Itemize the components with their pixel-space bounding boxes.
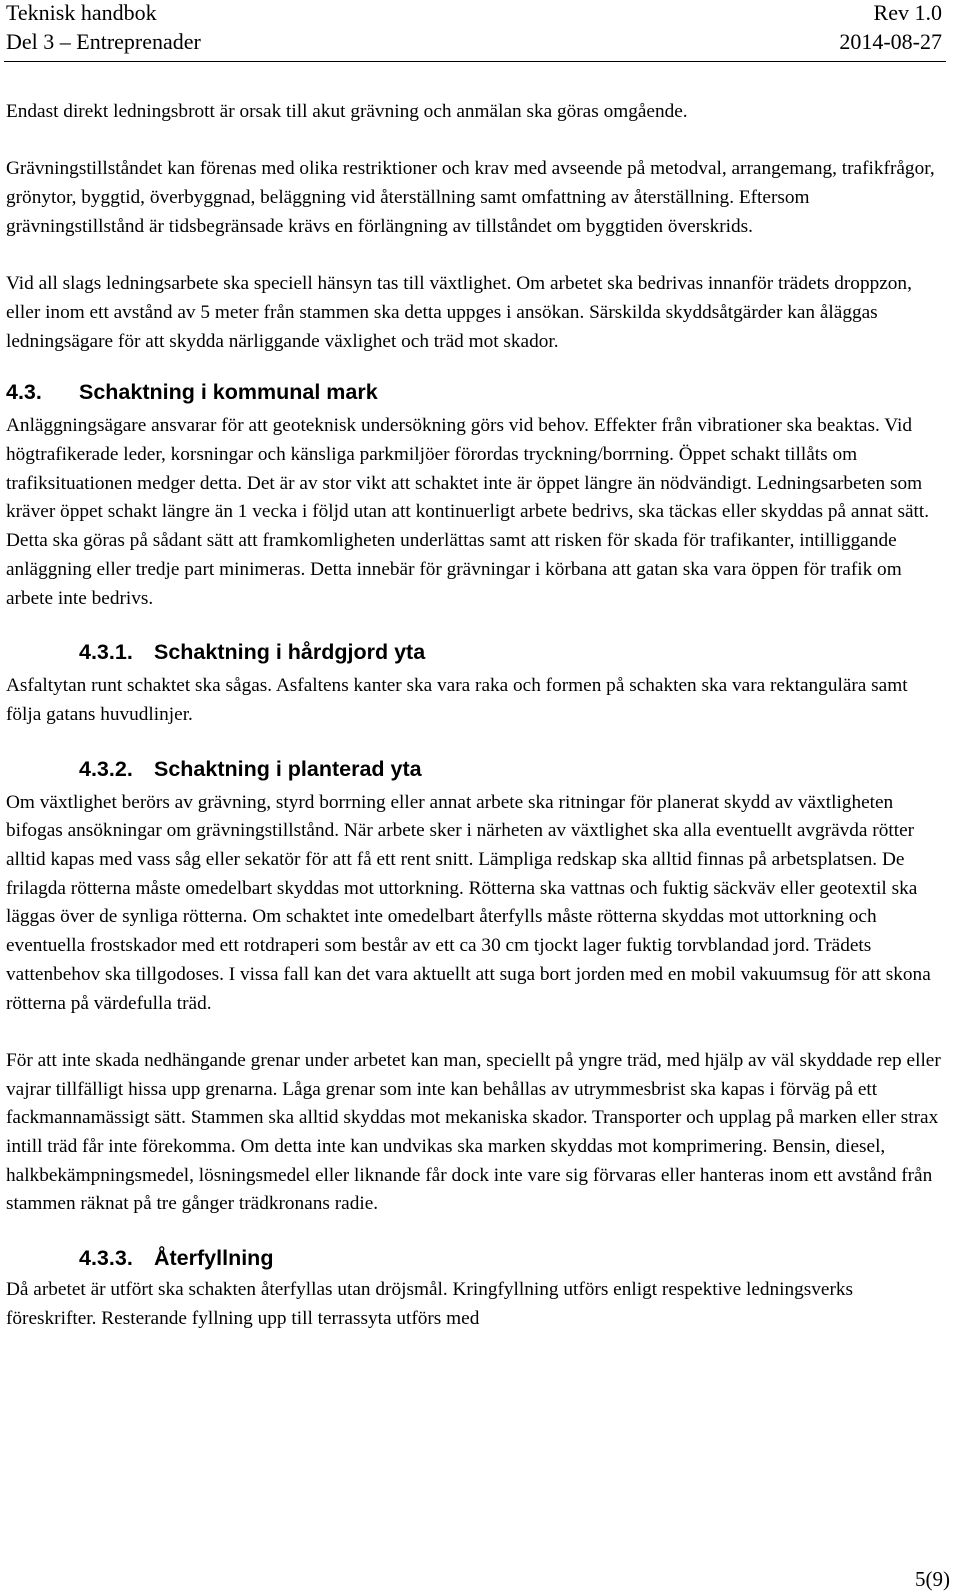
heading-title: Återfyllning [154, 1246, 274, 1271]
paragraph-planted-surface: Om växtlighet berörs av grävning, styrd borrning eller annat arbete ska ritningar för planerat skydd av växtligheten bifogas ansökningar om grävningstillstånd. När arbete sker i närheten av växtlighet ska alla eventuellt avgrävda rötter alltid kapas med vass såg eller sekatör för att få ett rent snitt. Lämpliga redskap ska alltid finnas på arbetsplatsen. De frilagda rötterna måste omedelbart skyddas mot uttorkning. Rötterna ska vattnas och fuktig säckväv eller geotextil ska läggas över de synliga rötterna. Om schaktet inte omedelbart återfylls måste rötterna skyddas mot uttorkning och eventuella frostskador med ett rotdraperi som består av ett ca 30 cm tjockt lager fuktig torvblandad jord. Trädets vattenbehov ska tillgodoses. I vissa fall kan det vara aktuellt att suga bort jorden med en mobil vakuumsug för att skona rötterna på värdefulla träd. [6, 791, 931, 1014]
page-number: 5(9) [915, 1567, 950, 1591]
heading-title: Schaktning i hårdgjord yta [154, 640, 426, 665]
heading-title: Schaktning i kommunal mark [79, 380, 378, 405]
heading-4-3-3 [6, 1244, 946, 1272]
heading-number: 4.3.3. [79, 1246, 133, 1271]
header-divider [4, 61, 946, 62]
heading-4-3-2 [6, 755, 946, 783]
part-title: Del 3 – Entreprenader [6, 29, 201, 54]
document-body [6, 98, 946, 1334]
header-row-2 [6, 29, 942, 55]
paragraph-hard-surface: Asfaltytan runt schaktet ska sågas. Asfaltens kanter ska vara raka och formen på schakten ska vara rektangulära samt följa gatans huvudlinjer. [6, 675, 908, 725]
paragraph-permit-restrictions: Grävningstillståndet kan förenas med olika restriktioner och krav med avseende på metodval, arrangemang, trafikfrågor, grönytor, byggtid, överbyggnad, beläggning vid återställning samt omfattning av återställning. Eftersom grävningstillstånd är tidsbegränsade krävs en förlängning av tillståndet om byggtiden överskrids. [6, 158, 935, 237]
heading-number: 4.3.2. [79, 756, 133, 781]
handbook-title: Teknisk handbok [6, 0, 157, 25]
paragraph-urgent-digging: Endast direkt ledningsbrott är orsak till akut grävning och anmälan ska göras omgående. [6, 101, 688, 122]
paragraph-vegetation: Vid all slags ledningsarbete ska speciell hänsyn tas till växtlighet. Om arbetet ska bedrivas innanför trädets droppzon, eller inom ett avstånd av 5 meter från stammen ska detta uppges i ansökan. Särskilda skyddsåtgärder kan åläggas ledningsägare för att skydda närliggande växlighet och träd mot skador. [6, 273, 912, 352]
heading-number: 4.3. [6, 380, 42, 405]
header-row-1 [6, 0, 942, 26]
heading-4-3-1 [6, 638, 946, 666]
document-date: 2014-08-27 [839, 29, 942, 54]
heading-4-3 [6, 378, 946, 406]
revision: Rev 1.0 [873, 0, 942, 25]
paragraph-excavation-municipal: Anläggningsägare ansvarar för att geoteknisk undersökning görs vid behov. Effekter från vibrationer ska beaktas. Vid högtrafikerade leder, korsningar och känsliga parkmiljöer förordas tryckning/borrning. Öppet schakt tillåts om trafiksituationen medger detta. Det är av stor vikt att schaktet inte är öppet längre än nödvändigt. Ledningsarbeten som kräver öppet schakt längre än 1 vecka i följd utan att kontinuerligt arbete bedrivs, ska täckas eller skyddas på annat sätt. Detta ska göras på sådant sätt att framkomligheten underlättas samt att risken för skada för trafikanter, intilliggande anläggning eller tredje part minimeras. Detta innebär för grävningar i körbana att gatan ska vara öppen för trafik om arbete inte bedrivs. [6, 415, 930, 609]
paragraph-backfill: Då arbetet är utfört ska schakten återfyllas utan dröjsmål. Kringfyllning utförs enligt respektive ledningsverks föreskrifter. Resterande fyllning upp till terrassyta utförs med [6, 1279, 854, 1329]
heading-number: 4.3.1. [79, 640, 133, 665]
heading-title: Schaktning i planterad yta [154, 756, 422, 781]
paragraph-branches: För att inte skada nedhängande grenar under arbetet kan man, speciellt på yngre träd, med hjälp av väl skyddade rep eller vajrar tillfälligt hissa upp grenarna. Låga grenar som inte kan behållas av utrymmesbrist ska kapas i förväg på ett fackmannamässigt sätt. Stammen ska alltid skyddas mot mekaniska skador. Transporter och upplag på marken eller strax intill träd får inte förekomma. Om detta inte kan undvikas ska marken skyddas mot komprimering. Bensin, diesel, halkbekämpningsmedel, lösningsmedel eller liknande får dock inte vare sig förvaras eller hanteras inom ett avstånd från stammen räknat på tre gånger trädkronans radie. [6, 1049, 941, 1215]
